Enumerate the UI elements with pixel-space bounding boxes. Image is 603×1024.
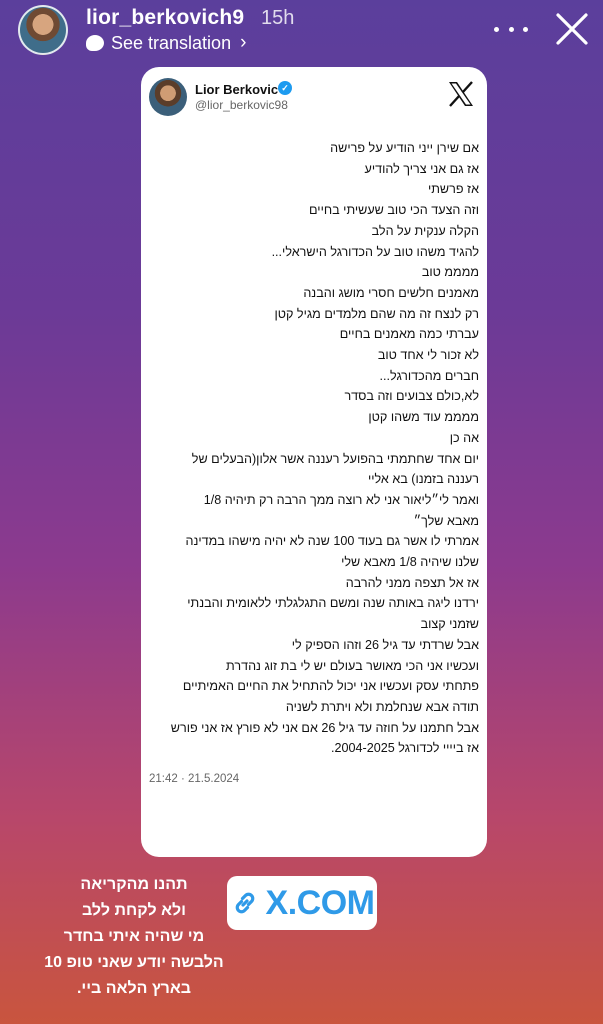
story-timestamp: 15h (261, 7, 295, 29)
tweet-line: שזמני קצוב (420, 617, 479, 632)
story-header (0, 0, 603, 60)
tweet-line: תודה אבא שנחלמת ולא ויתרת לשניה (285, 699, 479, 714)
link-sticker[interactable] (227, 876, 377, 930)
caption-line: תהנו מהקריאה (80, 876, 188, 893)
caption-line: ולא לקחת ללב (82, 902, 186, 919)
tweet-line: שלנו שיהיה 1/8 מאבא שלי (341, 555, 479, 570)
more-button[interactable] (494, 18, 528, 40)
tweet-line: אז פרשתי (427, 182, 479, 197)
tweet-line: ואמר לי״ליאור אני לא רוצה ממך הרבה רק תיהיה 1/8 (203, 492, 479, 507)
tweet-line: עברתי כמה מאמנים בחיים (339, 327, 479, 342)
see-translation-label: See translation (111, 32, 232, 53)
tweet-line: אבל שרדתי עד גיל 26 וזהו הספיק לי (291, 637, 479, 652)
tweet-line: אה כן (449, 430, 479, 445)
tweet-line: ממממ טוב (421, 265, 479, 280)
close-icon[interactable] (553, 10, 591, 48)
tweet-line: חברים מהכדורגל... (379, 368, 479, 383)
link-sticker-text: X.COM (265, 883, 375, 922)
tweet-line: אבל חתמנו על חוזה עד גיל 26 אם אני לא פורץ אז אני פורש (170, 720, 479, 735)
tweet-line: אז גם אני צריך להודיע (364, 161, 479, 176)
tweet-line: וזה הצעד הכי טוב שעשיתי בחיים (309, 203, 479, 218)
tweet-line: פתחתי עסק ועכשיו אני יכול להתחיל את החיים האמיתיים (182, 679, 479, 694)
tweet-line: להגיד משהו טוב על הכדורגל הישראלי... (271, 244, 479, 259)
translate-icon (86, 35, 104, 51)
tweet-text (149, 138, 479, 759)
tweet-line: ממממ עוד משהו קטן (368, 410, 479, 425)
more-icon (494, 27, 499, 32)
tweet-line: ירדנו ליגה באותה שנה ומשם התגלגלתי ללאומית והבנתי (187, 596, 479, 611)
tweet-line: רק לנצח זה מה שהם מלמדים מגיל קטן (274, 306, 479, 321)
tweet-line: יום אחד שחתמתי בהפועל רעננה אשר אלון(הבעלים של (191, 451, 479, 466)
tweet-line: אם שירן ייני הודיע על פרישה (330, 141, 479, 155)
username[interactable]: lior_berkovich9 (86, 6, 245, 29)
tweet-line: הקלה ענקית על הלב (371, 223, 479, 238)
tweet-line: מאמנים חלשים חסרי מושג והבנה (303, 285, 479, 300)
tweet-card[interactable] (141, 67, 487, 857)
caption-line: הלבשה יודע שאני טופ 10 (44, 954, 224, 971)
tweet-author-handle: @lior_berkovic98 (195, 98, 288, 112)
tweet-avatar (149, 78, 187, 116)
caption-line: מי שהיה איתי בחדר (63, 928, 205, 945)
tweet-line: לא,כולם צבועים וזה בסדר (344, 389, 479, 404)
tweet-line: לא זכור לי אחד טוב (377, 348, 479, 363)
tweet-line: ועכשיו אני הכי מאושר בעולם יש לי בת זוג נהדרת (226, 658, 479, 673)
link-icon (230, 888, 260, 918)
see-translation-button[interactable] (86, 32, 246, 54)
chevron-right-icon: › (240, 32, 247, 53)
avatar[interactable] (18, 5, 68, 55)
tweet-line: אז אל תצפה ממני להרבה (345, 575, 479, 590)
tweet-line: רעננה בזמנו) בא אליי (367, 472, 479, 487)
tweet-line: אמרתי לו אשר גם בעוד 100 שנה לא יהיה מישהו במדינה (185, 534, 479, 549)
tweet-line: אז ביייי לכדורגל 2004-2025. (331, 741, 479, 756)
story-caption (18, 872, 250, 1002)
tweet-author-name: Lior Berkovic (195, 82, 279, 97)
caption-line: בארץ הלאה ביי. (76, 980, 192, 997)
tweet-date: 21:42 · 21.5.2024 (149, 773, 240, 785)
x-logo-icon (446, 79, 476, 109)
verified-icon: ✓ (278, 81, 292, 95)
tweet-line: מאבא שלך״ (413, 513, 479, 528)
